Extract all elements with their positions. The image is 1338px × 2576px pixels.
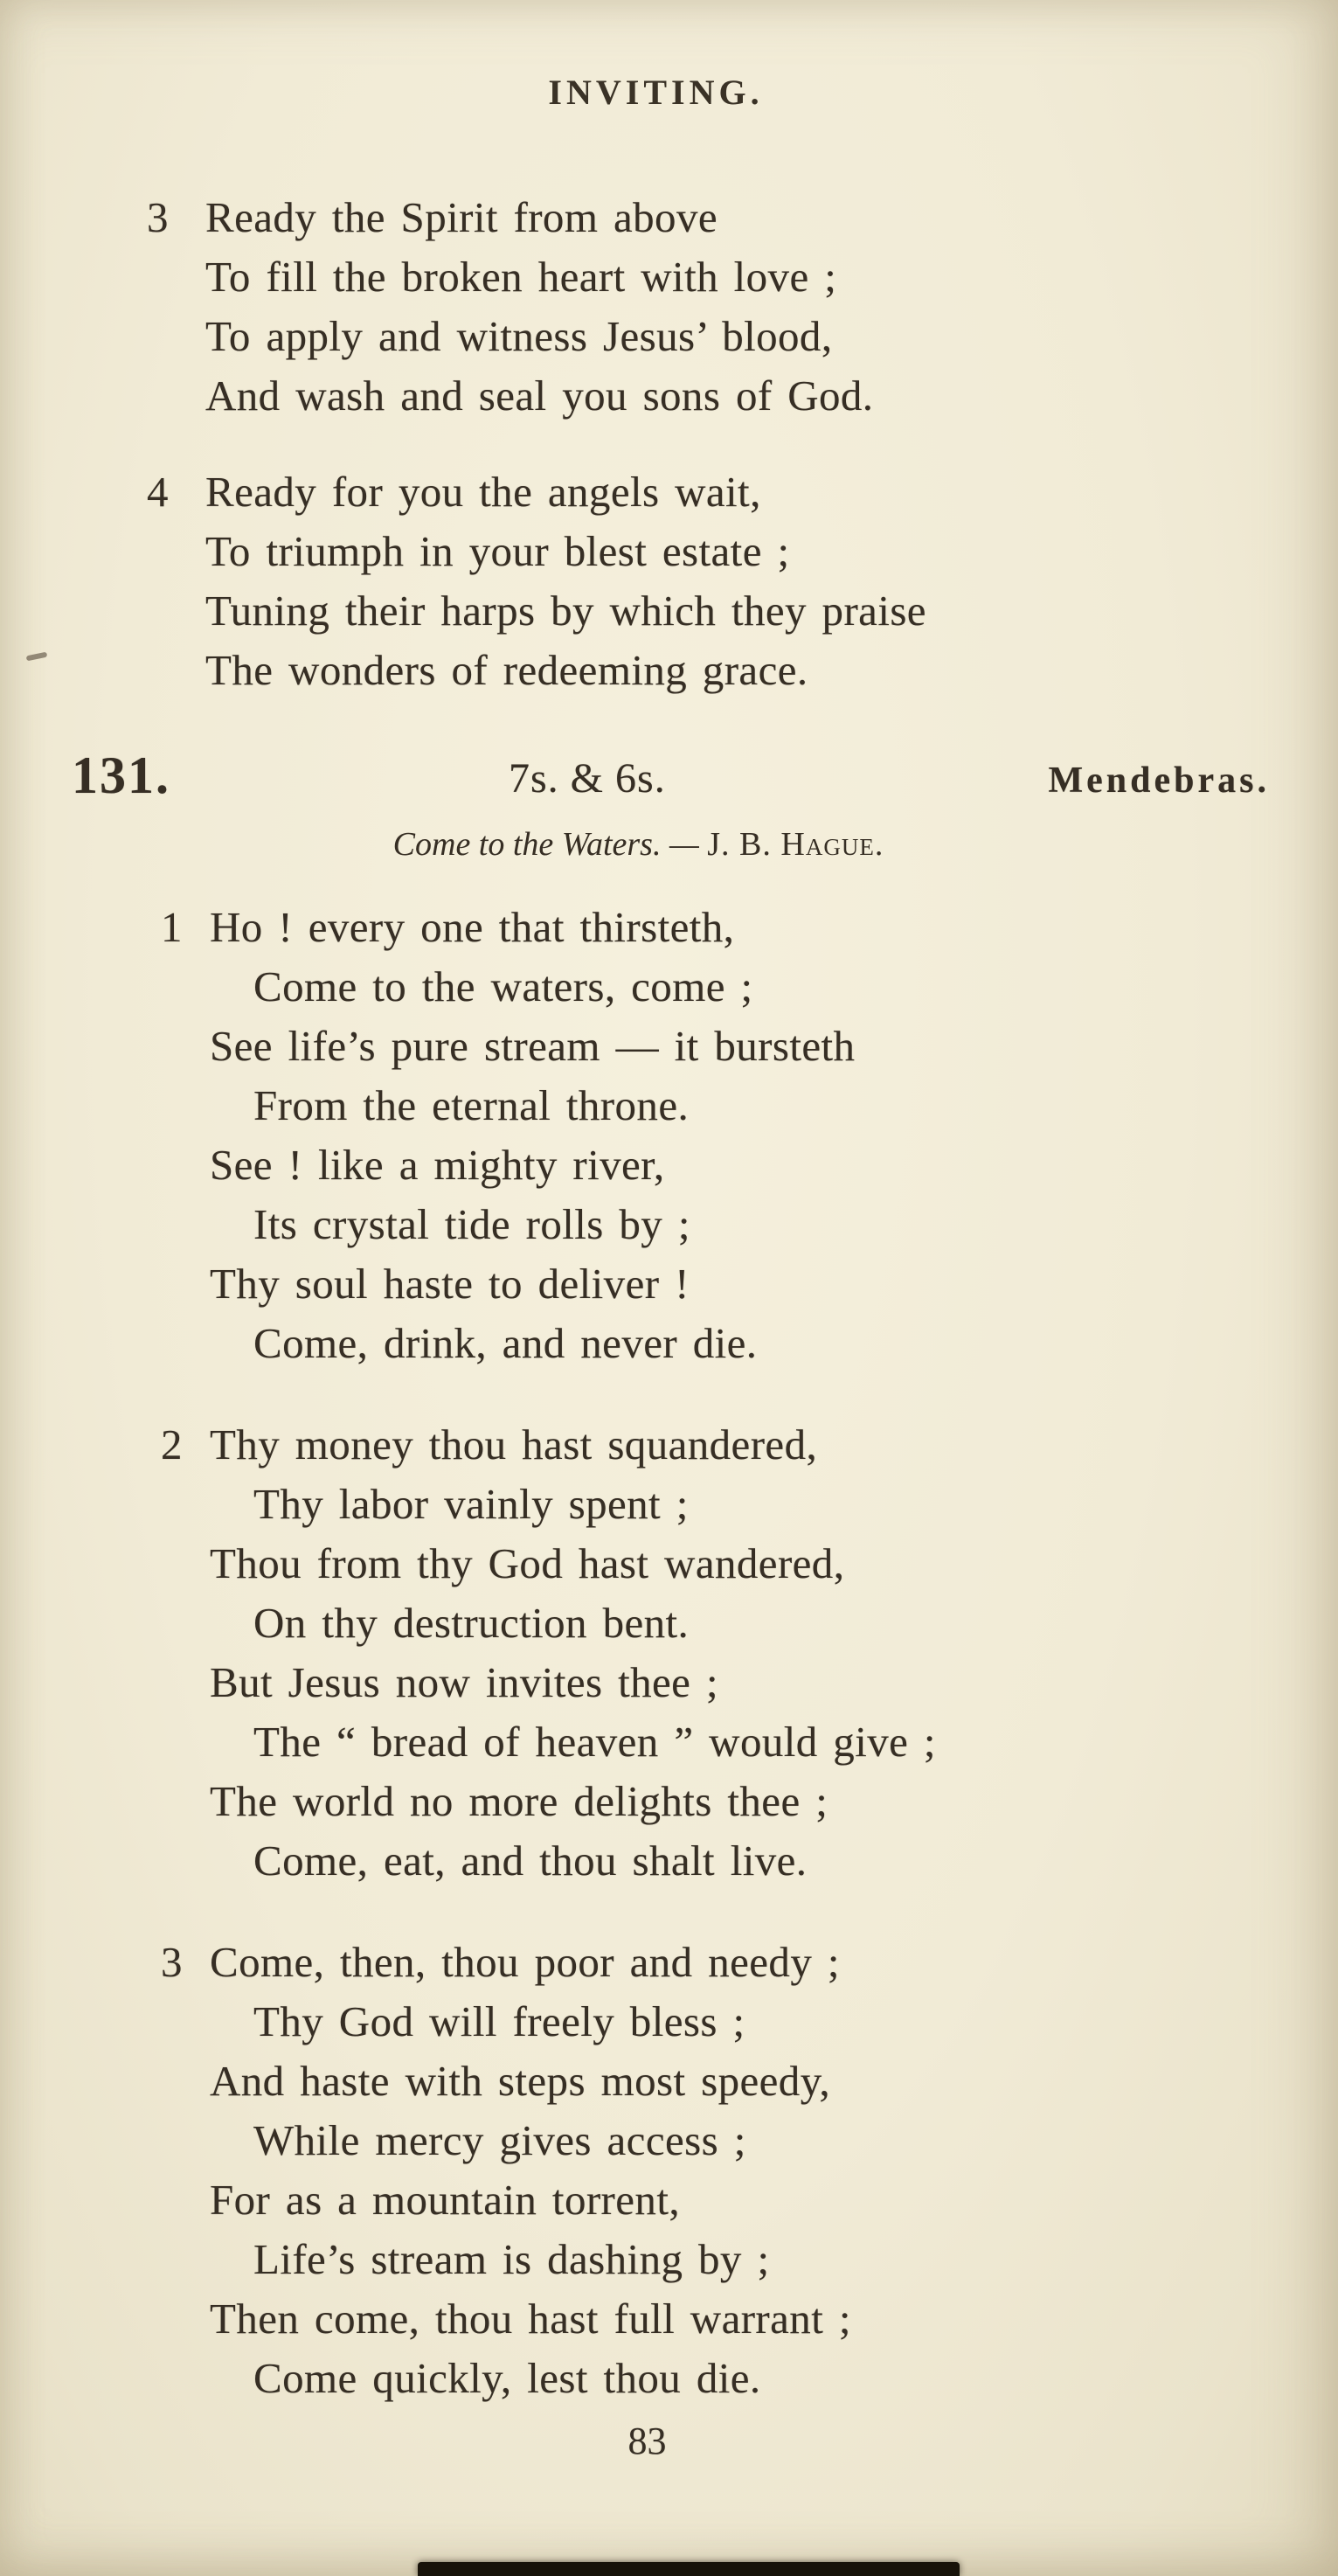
stanza-lines xyxy=(205,462,1277,700)
running-header: INVITING. xyxy=(548,73,764,112)
verse-line: The wonders of redeeming grace. xyxy=(205,646,808,694)
verse-line: Come to the waters, come ; xyxy=(253,962,753,1010)
verse-line: Tuning their harps by which they praise xyxy=(205,587,926,635)
bottom-scan-bar xyxy=(418,2562,960,2576)
verse-line: Come, then, thou poor and needy ; xyxy=(210,1938,840,1986)
verse-line: Thy labor vainly spent ; xyxy=(253,1480,689,1528)
hymn-heading xyxy=(72,746,1277,817)
verse-line: To fill the broken heart with love ; xyxy=(205,253,837,301)
verse-line: Ready the Spirit from above xyxy=(205,193,718,241)
hymn-subtitle-title: Come to the Waters. — xyxy=(392,826,708,863)
stanza xyxy=(131,898,1277,1373)
stanza-number: 2 xyxy=(161,1420,183,1469)
verse-line: Its crystal tide rolls by ; xyxy=(253,1200,690,1248)
stanza-number: 3 xyxy=(161,1938,183,1986)
verse-line: Thy soul haste to deliver ! xyxy=(210,1260,690,1308)
verse-line: To triumph in your blest estate ; xyxy=(205,527,790,575)
verse-line: To apply and witness Jesus’ blood, xyxy=(205,312,833,360)
verse-line: But Jesus now invites thee ; xyxy=(210,1658,718,1706)
hymn-meter: 7s. & 6s. xyxy=(509,755,666,802)
stanza-lines xyxy=(205,188,1277,426)
verse-line: Ready for you the angels wait, xyxy=(205,468,761,516)
hymn-subtitle-author: J. B. Hague. xyxy=(707,826,884,863)
verse-line: Life’s stream is dashing by ; xyxy=(253,2235,770,2283)
verse-line: For as a mountain torrent, xyxy=(210,2176,680,2224)
verse-line: Come quickly, lest thou die. xyxy=(253,2354,761,2402)
page-number: 83 xyxy=(627,2420,667,2462)
stanza-lines xyxy=(210,1415,1277,1891)
verse-line: Come, drink, and never die. xyxy=(253,1319,758,1367)
stanza-lines xyxy=(210,898,1277,1373)
verse-line: From the eternal throne. xyxy=(253,1081,690,1129)
verse-line: And wash and seal you sons of God. xyxy=(205,371,874,420)
stanza-number: 1 xyxy=(161,903,183,951)
stanza xyxy=(131,1933,1277,2408)
verse-line: Then come, thou hast full warrant ; xyxy=(210,2295,851,2343)
stanza-number: 4 xyxy=(147,468,169,516)
verse-line: And haste with steps most speedy, xyxy=(210,2057,831,2105)
hymn-number: 131. xyxy=(72,746,170,804)
verse-line: See life’s pure stream — it bursteth xyxy=(210,1022,856,1070)
stanza xyxy=(131,188,1277,426)
stanza xyxy=(131,1415,1277,1891)
stanza-lines xyxy=(210,1933,1277,2408)
verse-line: The world no more delights thee ; xyxy=(210,1777,828,1825)
verse-line: Ho ! every one that thirsteth, xyxy=(210,903,735,951)
verse-line: Thy money thou hast squandered, xyxy=(210,1420,818,1469)
verse-line: Come, eat, and thou shalt live. xyxy=(253,1837,808,1885)
verse-line: Thou from thy God hast wandered, xyxy=(210,1539,845,1587)
verse-line: Thy God will freely bless ; xyxy=(253,1997,745,2045)
hymn-tune-name: Mendebras. xyxy=(1048,760,1270,801)
verse-line: See ! like a mighty river, xyxy=(210,1141,665,1189)
verse-line: The “ bread of heaven ” would give ; xyxy=(253,1718,936,1766)
stanza xyxy=(131,462,1277,700)
stanza-number: 3 xyxy=(147,193,169,241)
verse-line: On thy destruction bent. xyxy=(253,1599,690,1647)
hymn-subtitle xyxy=(66,823,1211,866)
verse-line: While mercy gives access ; xyxy=(253,2116,746,2164)
